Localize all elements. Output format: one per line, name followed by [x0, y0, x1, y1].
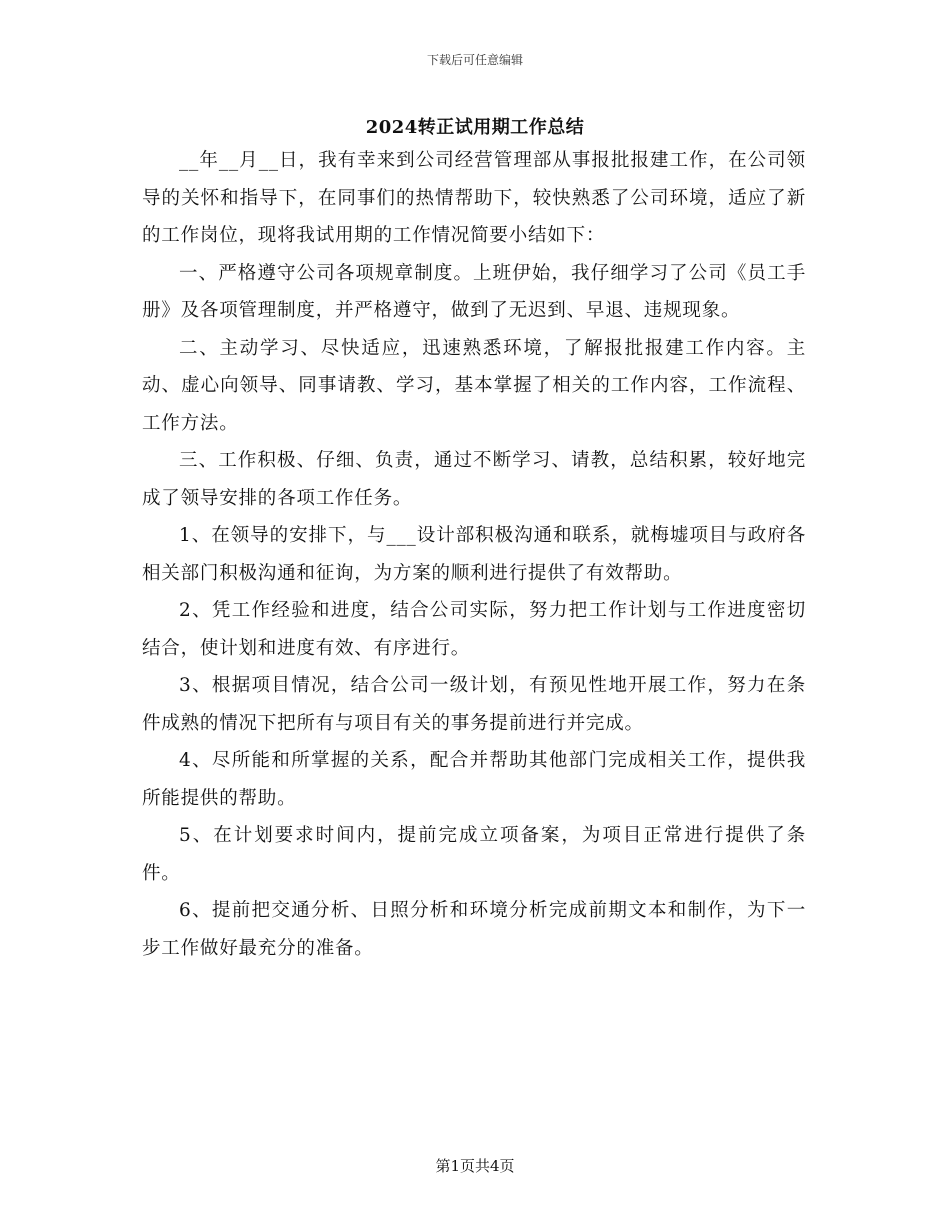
- document-title: 2024转正试用期工作总结: [365, 117, 585, 138]
- page-header-note: 下载后可任意编辑: [426, 53, 523, 67]
- paragraph-section-2: 二、主动学习、尽快适应，迅速熟悉环境，了解报批报建工作内容。主动、虚心向领导、同事请教、学习，基本掌握了相关的工作内容，工作流程、工作方法。: [142, 337, 806, 434]
- paragraph-item-5: 5、在计划要求时间内，提前完成立项备案，为项目正常进行提供了条件。: [142, 825, 806, 884]
- document-body: [142, 142, 806, 967]
- paragraph-item-4: 4、尽所能和所掌握的关系，配合并帮助其他部门完成相关工作，提供我所能提供的帮助。: [142, 750, 806, 809]
- paragraph-section-3: 三、工作积极、仔细、负责，通过不断学习、请教，总结积累，较好地完成了领导安排的各项工作任务。: [142, 450, 806, 509]
- paragraph-item-1: 1、在领导的安排下，与___设计部积极沟通和联系，就梅墟项目与政府各相关部门积极沟通和征询，为方案的顺利进行提供了有效帮助。: [142, 525, 806, 584]
- paragraph-item-6: 6、提前把交通分析、日照分析和环境分析完成前期文本和制作，为下一步工作做好最充分的准备。: [142, 900, 806, 959]
- paragraph-item-2: 2、凭工作经验和进度，结合公司实际，努力把工作计划与工作进度密切结合，使计划和进度有效、有序进行。: [142, 600, 806, 659]
- paragraph-item-3: 3、根据项目情况，结合公司一级计划，有预见性地开展工作，努力在条件成熟的情况下把所有与项目有关的事务提前进行并完成。: [142, 675, 806, 734]
- page-number: 第1页共4页: [435, 1157, 515, 1175]
- paragraph-intro: __年__月__日，我有幸来到公司经营管理部从事报批报建工作，在公司领导的关怀和指导下，在同事们的热情帮助下，较快熟悉了公司环境，适应了新的工作岗位，现将我试用期的工作情况简要小结如下：: [142, 150, 806, 246]
- paragraph-section-1: 一、严格遵守公司各项规章制度。上班伊始，我仔细学习了公司《员工手册》及各项管理制度，并严格遵守，做到了无迟到、早退、违规现象。: [142, 262, 806, 321]
